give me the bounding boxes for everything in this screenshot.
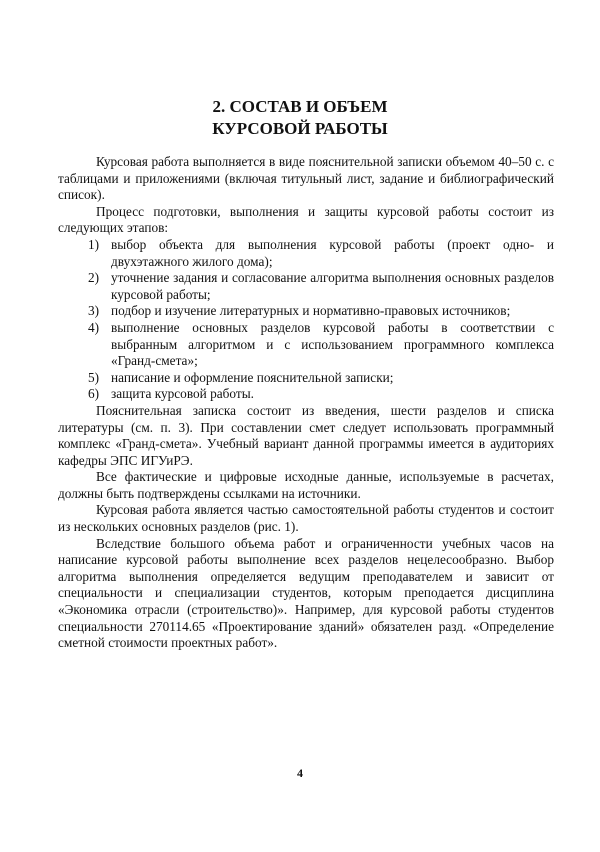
page-number: 4 — [297, 766, 303, 780]
paragraph-note-structure: Пояснительная записка состоит из введения, шести разделов и списка литературы (см. п. 3). При составлении смет следует использовать программный комплекс «Гранд-смета». Учебный вариант данной программы имеется в аудиториях кафедры ЭПС ИГУиРЭ. — [58, 402, 554, 468]
stages-list — [58, 237, 554, 403]
paragraph-volume: Курсовая работа выполняется в виде пояснительной записки объемом 40–50 с. с таблицами и приложениями (включая титульный лист, задание и библиографический список). — [58, 154, 554, 203]
paragraph-sections: Курсовая работа является частью самостоятельной работы студентов и состоит из нескольких основных разделов (рис. 1). — [58, 502, 554, 535]
list-item-number: 1) — [88, 236, 100, 252]
paragraph-algorithm: Вследствие большого объема работ и ограниченности учебных часов на написание курсовой работы выполнение всех разделов нецелесообразно. Выбор алгоритма выполнения определяется ведущим преподавателем и зависит от специальности и специализации студентов, которым преподается дисциплина «Экономика отрасли (строительство)». Например, для курсовой работы студентов специальности 270114.65 «Проектирование зданий» обязателен разд. «Определение сметной стоимости проектных работ». — [58, 535, 554, 651]
list-item — [88, 303, 554, 320]
list-item-number: 2) — [88, 270, 100, 286]
list-item — [88, 320, 554, 370]
list-item — [88, 386, 554, 403]
list-item-number: 5) — [88, 369, 100, 385]
list-item-text: выбор объекта для выполнения курсовой работы (проект одно- и двухэтажного жилого дома); — [111, 236, 554, 269]
list-item-text: написание и оформление пояснительной записки; — [111, 369, 394, 385]
list-item-text: выполнение основных разделов курсовой работы в соответствии с выбранным алгоритмом и с использованием программного комплекса «Гранд-смета»; — [111, 319, 554, 369]
section-title-line-2: КУРСОВОЙ РАБОТЫ — [212, 119, 388, 138]
list-item-text: защита курсовой работы. — [111, 386, 254, 402]
paragraph-stages-intro: Процесс подготовки, выполнения и защиты курсовой работы состоит из следующих этапов: — [58, 203, 554, 236]
list-item-text: подбор и изучение литературных и нормативно-правовых источников; — [111, 303, 511, 319]
list-item — [88, 237, 554, 270]
list-item-text: уточнение задания и согласование алгоритма выполнения основных разделов курсовой работы; — [111, 270, 554, 302]
list-item — [88, 370, 554, 387]
list-item-number: 4) — [88, 319, 100, 335]
body-text — [58, 154, 554, 652]
section-title-line-1: 2. СОСТАВ И ОБЪЕМ — [212, 97, 388, 116]
list-item — [88, 270, 554, 303]
list-item-number: 3) — [88, 303, 100, 319]
paragraph-sources: Все фактические и цифровые исходные данные, используемые в расчетах, должны быть подтверждены ссылками на источники. — [58, 469, 554, 501]
list-item-number: 6) — [88, 386, 100, 402]
